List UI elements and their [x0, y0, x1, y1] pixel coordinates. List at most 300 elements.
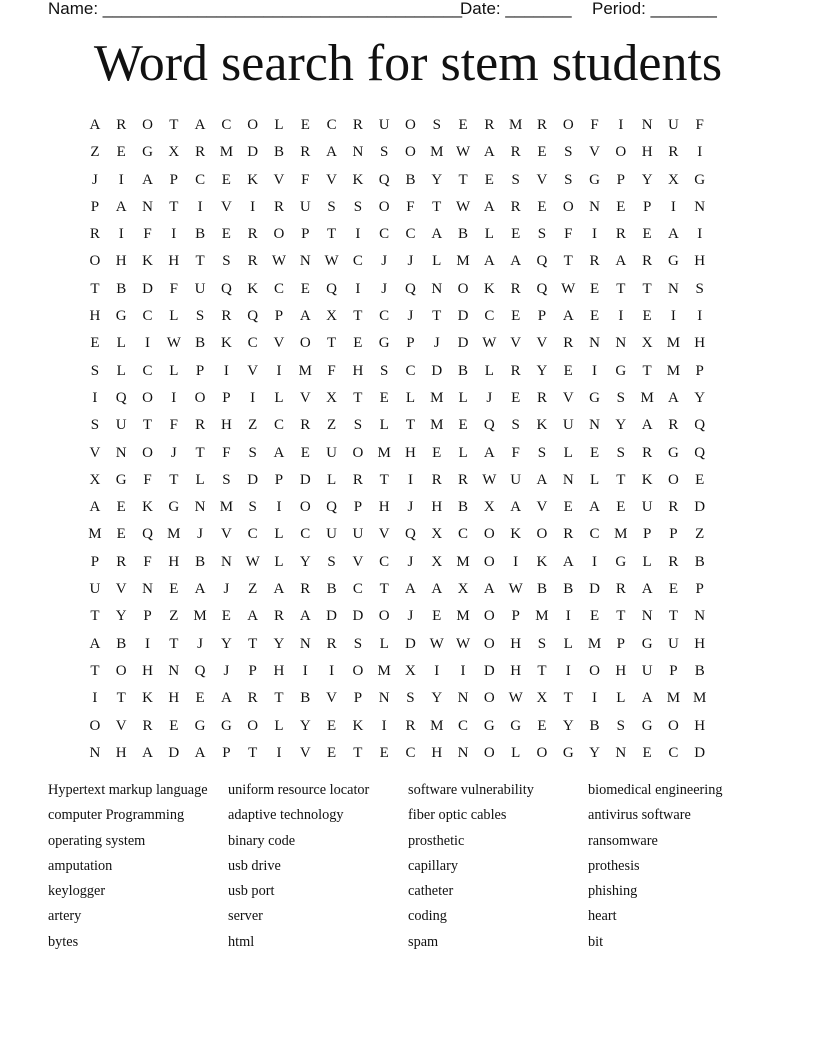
word-list-item: coding — [408, 908, 447, 925]
grid-letter: J — [223, 662, 230, 679]
grid-letter: R — [536, 389, 548, 406]
grid-letter: N — [142, 198, 154, 215]
grid-letter: P — [195, 362, 205, 379]
grid-letter: S — [353, 198, 363, 215]
grid-letter: Y — [273, 635, 285, 652]
grid-letter: M — [640, 389, 655, 406]
grid-letter: X — [483, 499, 496, 516]
word-list-item: fiber optic cables — [408, 807, 507, 824]
grid-letter: F — [327, 362, 337, 379]
grid-letter: G — [589, 171, 601, 188]
grid-letter: X — [457, 581, 469, 598]
grid-letter: J — [381, 280, 388, 297]
grid-row — [82, 549, 742, 576]
grid-letter: B — [563, 581, 574, 598]
grid-letter: E — [116, 144, 127, 161]
grid-letter: Q — [405, 280, 417, 297]
grid-row — [82, 521, 742, 548]
grid-letter: P — [143, 608, 153, 625]
grid-letter: I — [355, 280, 361, 297]
grid-letter: W — [455, 198, 471, 215]
grid-letter: R — [300, 144, 311, 161]
grid-letter: J — [407, 253, 414, 270]
grid-letter: N — [589, 335, 601, 352]
grid-letter: R — [510, 198, 522, 215]
grid-letter: I — [276, 499, 282, 516]
grid-letter: S — [564, 171, 573, 188]
word-list-item: software vulnerability — [408, 782, 534, 798]
grid-letter: D — [352, 608, 364, 625]
grid-letter: B — [458, 362, 469, 379]
period-field-label: Period: _______ — [592, 0, 717, 18]
grid-letter: I — [276, 362, 282, 379]
grid-letter: G — [641, 717, 654, 734]
grid-letter: R — [116, 553, 127, 570]
grid-letter: O — [615, 144, 627, 161]
grid-letter: W — [455, 144, 471, 161]
grid-letter: T — [563, 253, 574, 270]
grid-letter: N — [457, 690, 469, 707]
grid-letter: C — [300, 526, 311, 543]
grid-letter: C — [195, 171, 206, 188]
grid-letter: W — [166, 335, 182, 352]
grid-letter: L — [169, 362, 179, 379]
grid-letter: E — [537, 144, 548, 161]
grid-letter: T — [90, 280, 100, 297]
grid-letter: L — [274, 389, 285, 406]
grid-row — [82, 194, 742, 221]
grid-letter: E — [221, 171, 232, 188]
grid-letter: O — [299, 335, 312, 352]
grid-letter: I — [144, 635, 151, 652]
grid-letter: T — [248, 635, 258, 652]
grid-letter: K — [247, 171, 259, 188]
word-list-item: ransomware — [588, 832, 658, 849]
grid-row — [82, 740, 742, 767]
grid-letter: S — [353, 635, 363, 652]
grid-letter: V — [89, 444, 101, 461]
grid-letter: H — [168, 253, 180, 270]
grid-letter: O — [562, 117, 575, 133]
grid-letter: L — [563, 444, 574, 461]
grid-letter: Q — [326, 280, 338, 297]
grid-letter: O — [142, 389, 154, 406]
grid-letter: L — [274, 717, 285, 734]
grid-letter: H — [431, 499, 443, 516]
word-list-item: capillary — [408, 857, 459, 874]
grid-letter: L — [642, 553, 653, 570]
grid-row — [82, 330, 742, 357]
grid-letter: I — [118, 171, 125, 188]
grid-letter: H — [142, 662, 154, 679]
grid-letter: R — [615, 226, 627, 243]
grid-letter: L — [274, 526, 285, 543]
grid-letter: R — [668, 144, 679, 161]
grid-row — [82, 385, 742, 412]
grid-letter: P — [669, 662, 679, 679]
grid-letter: D — [483, 662, 496, 679]
grid-letter: T — [616, 471, 626, 488]
grid-letter: M — [456, 553, 471, 570]
grid-letter: R — [405, 717, 416, 734]
grid-letter: S — [537, 226, 547, 243]
grid-letter: T — [405, 417, 416, 434]
grid-letter: O — [299, 499, 312, 516]
grid-row — [82, 276, 742, 303]
grid-letter: G — [220, 717, 233, 734]
grid-letter: A — [589, 499, 601, 516]
grid-letter: A — [668, 226, 680, 243]
grid-letter: P — [169, 171, 179, 188]
grid-letter: A — [483, 581, 496, 598]
grid-letter: D — [168, 744, 180, 761]
grid-letter: I — [276, 744, 282, 761]
grid-letter: H — [694, 717, 706, 734]
grid-letter: A — [89, 117, 101, 133]
grid-letter: L — [405, 389, 416, 406]
grid-letter: L — [511, 744, 521, 761]
grid-letter: E — [511, 389, 521, 406]
grid-letter: P — [353, 690, 363, 707]
grid-letter: A — [247, 608, 259, 625]
grid-letter: E — [221, 226, 232, 243]
grid-letter: I — [250, 198, 256, 215]
grid-letter: A — [273, 581, 285, 598]
grid-letter: P — [406, 335, 416, 352]
grid-letter: A — [641, 690, 654, 707]
grid-letter: I — [381, 717, 388, 734]
word-list-item: phishing — [588, 883, 638, 900]
grid-letter: E — [116, 499, 127, 516]
grid-letter: Y — [299, 553, 312, 570]
grid-letter: G — [694, 171, 706, 188]
grid-letter: Y — [589, 744, 601, 761]
grid-letter: S — [511, 417, 521, 434]
grid-letter: H — [168, 553, 180, 570]
grid-letter: X — [326, 389, 338, 406]
grid-letter: Q — [405, 526, 417, 543]
grid-letter: B — [195, 226, 206, 243]
grid-letter: B — [694, 553, 706, 570]
grid-letter: X — [89, 471, 101, 488]
grid-letter: E — [642, 226, 653, 243]
grid-letter: W — [508, 581, 524, 598]
grid-letter: V — [299, 744, 312, 761]
grid-row — [82, 685, 742, 712]
grid-letter: K — [510, 526, 522, 543]
grid-letter: E — [695, 471, 705, 488]
grid-letter: B — [300, 690, 311, 707]
grid-letter: H — [89, 308, 101, 325]
grid-letter: W — [482, 471, 497, 488]
grid-letter: A — [562, 553, 575, 570]
grid-letter: P — [90, 553, 100, 570]
grid-letter: Q — [378, 171, 391, 188]
grid-letter: S — [327, 198, 337, 215]
grid-letter: T — [432, 308, 442, 325]
grid-letter: C — [379, 226, 390, 243]
grid-letter: E — [353, 335, 363, 352]
grid-letter: Q — [694, 444, 706, 461]
grid-letter: N — [694, 198, 706, 215]
grid-letter: A — [510, 499, 522, 516]
grid-letter: P — [616, 171, 626, 188]
word-list-item: spam — [408, 933, 439, 950]
grid-letter: G — [668, 444, 680, 461]
grid-letter: O — [142, 117, 154, 133]
grid-letter: D — [247, 144, 259, 161]
grid-letter: V — [536, 335, 548, 352]
grid-letter: C — [352, 581, 364, 598]
grid-letter: T — [668, 608, 679, 625]
grid-letter: V — [536, 171, 548, 188]
grid-letter: O — [483, 690, 496, 707]
grid-letter: C — [458, 717, 469, 734]
grid-letter: R — [352, 471, 364, 488]
grid-letter: E — [563, 499, 574, 516]
grid-letter: O — [194, 389, 206, 406]
grid-letter: E — [484, 171, 495, 188]
grid-letter: T — [169, 198, 179, 215]
grid-letter: I — [171, 226, 177, 243]
grid-letter: T — [616, 280, 626, 297]
grid-letter: P — [511, 608, 521, 625]
grid-letter: L — [116, 362, 127, 379]
grid-letter: S — [379, 362, 389, 379]
grid-letter: E — [326, 744, 337, 761]
grid-letter: H — [115, 744, 128, 761]
grid-letter: G — [115, 308, 128, 325]
grid-letter: E — [432, 608, 442, 625]
grid-letter: O — [536, 526, 548, 543]
grid-letter: I — [592, 553, 598, 570]
grid-letter: L — [169, 308, 179, 325]
grid-letter: L — [484, 362, 495, 379]
grid-letter: R — [668, 553, 679, 570]
grid-letter: C — [247, 526, 259, 543]
grid-letter: S — [248, 444, 258, 461]
grid-row — [82, 167, 742, 194]
grid-letter: R — [247, 253, 259, 270]
grid-letter: M — [508, 117, 523, 133]
grid-letter: F — [222, 444, 232, 461]
grid-letter: M — [219, 499, 234, 516]
grid-letter: I — [434, 662, 440, 679]
grid-letter: T — [379, 471, 390, 488]
grid-letter: E — [563, 362, 574, 379]
grid-letter: N — [562, 471, 575, 488]
grid-letter: V — [273, 335, 285, 352]
word-list-column — [228, 778, 408, 955]
grid-letter: Y — [431, 690, 443, 707]
grid-letter: I — [697, 144, 703, 161]
word-list-item: binary code — [228, 832, 296, 849]
grid-letter: Z — [695, 526, 705, 543]
grid-letter: J — [381, 253, 388, 270]
grid-letter: J — [407, 499, 414, 516]
grid-letter: I — [118, 226, 125, 243]
grid-letter: E — [300, 444, 311, 461]
word-list-item: html — [228, 933, 255, 950]
grid-letter: Q — [220, 280, 233, 297]
grid-letter: K — [352, 717, 364, 734]
grid-letter: E — [458, 417, 469, 434]
grid-letter: H — [510, 635, 522, 652]
grid-letter: H — [220, 417, 233, 434]
grid-letter: Z — [326, 417, 337, 434]
grid-letter: P — [274, 308, 284, 325]
grid-letter: F — [143, 553, 153, 570]
word-list-item: amputation — [48, 857, 113, 874]
grid-letter: J — [433, 335, 441, 352]
grid-letter: W — [324, 253, 340, 270]
grid-letter: O — [483, 744, 496, 761]
grid-row — [82, 658, 742, 685]
grid-letter: O — [483, 553, 496, 570]
grid-letter: I — [171, 389, 177, 406]
grid-letter: R — [668, 417, 679, 434]
grid-letter: M — [430, 717, 444, 734]
grid-letter: M — [193, 608, 208, 625]
grid-letter: O — [668, 471, 680, 488]
grid-letter: M — [219, 144, 234, 161]
grid-letter: M — [456, 608, 471, 625]
word-list-item: biomedical engineering — [588, 782, 723, 798]
grid-letter: P — [301, 226, 310, 243]
grid-letter: I — [355, 226, 361, 243]
grid-letter: N — [668, 280, 680, 297]
grid-letter: Y — [562, 717, 575, 734]
grid-letter: L — [616, 690, 626, 707]
grid-letter: S — [695, 280, 705, 297]
grid-letter: N — [694, 608, 706, 625]
grid-letter: A — [668, 389, 680, 406]
grid-letter: N — [115, 444, 128, 461]
grid-letter: Z — [248, 417, 258, 434]
grid-letter: G — [615, 362, 627, 379]
grid-letter: I — [697, 308, 703, 325]
grid-letter: U — [641, 499, 654, 516]
grid-letter: T — [116, 690, 127, 707]
grid-letter: X — [641, 335, 654, 352]
grid-letter: T — [616, 608, 626, 625]
grid-letter: S — [616, 717, 626, 734]
grid-letter: R — [352, 117, 364, 133]
grid-letter: H — [405, 444, 417, 461]
grid-letter: K — [142, 690, 154, 707]
grid-letter: W — [429, 635, 445, 652]
grid-letter: A — [562, 308, 575, 325]
grid-letter: O — [142, 444, 154, 461]
word-list-column — [588, 778, 768, 955]
grid-letter: E — [195, 690, 206, 707]
grid-letter: H — [694, 635, 706, 652]
grid-letter: M — [587, 635, 602, 652]
grid-letter: A — [615, 253, 627, 270]
grid-letter: M — [666, 335, 681, 352]
grid-letter: Y — [115, 608, 128, 625]
grid-letter: L — [589, 471, 600, 488]
grid-letter: T — [326, 226, 337, 243]
grid-letter: M — [666, 690, 681, 707]
grid-letter: R — [273, 608, 285, 625]
grid-letter: M — [430, 144, 444, 161]
grid-letter: O — [405, 144, 417, 161]
grid-letter: S — [616, 389, 626, 406]
grid-row — [82, 603, 742, 630]
grid-letter: X — [668, 171, 680, 188]
grid-letter: P — [90, 198, 100, 215]
grid-letter: F — [169, 280, 179, 297]
grid-letter: H — [352, 362, 364, 379]
grid-letter: V — [352, 553, 364, 570]
grid-letter: T — [169, 117, 179, 133]
word-list-item: operating system — [48, 832, 146, 849]
grid-letter: X — [168, 144, 180, 161]
grid-letter: L — [274, 117, 285, 133]
grid-letter: E — [458, 117, 469, 133]
grid-letter: I — [302, 662, 309, 679]
grid-letter: Y — [431, 171, 443, 188]
grid-letter: K — [641, 471, 654, 488]
grid-letter: Q — [326, 499, 338, 516]
grid-letter: I — [329, 662, 335, 679]
grid-letter: V — [378, 526, 391, 543]
grid-letter: N — [89, 744, 101, 761]
grid-letter: C — [458, 526, 469, 543]
grid-row — [82, 440, 742, 467]
grid-letter: R — [195, 417, 206, 434]
grid-letter: L — [379, 417, 390, 434]
grid-letter: T — [353, 744, 363, 761]
grid-letter: K — [536, 417, 548, 434]
grid-letter: F — [511, 444, 521, 461]
grid-letter: M — [430, 389, 444, 406]
grid-letter: A — [326, 144, 338, 161]
grid-letter: M — [430, 417, 444, 434]
grid-letter: E — [326, 717, 337, 734]
grid-letter: I — [592, 690, 598, 707]
grid-row — [82, 467, 742, 494]
grid-letter: O — [483, 635, 496, 652]
grid-letter: Y — [299, 717, 312, 734]
grid-letter: T — [326, 335, 337, 352]
grid-letter: I — [144, 335, 151, 352]
grid-letter: I — [92, 389, 98, 406]
grid-letter: Y — [615, 417, 627, 434]
word-list-item: usb drive — [228, 857, 281, 874]
word-list-item: antivirus software — [588, 807, 691, 824]
grid-letter: H — [115, 253, 128, 270]
grid-letter: D — [247, 471, 259, 488]
grid-letter: F — [564, 226, 573, 243]
name-field-label: Name: ______________________________________ — [48, 0, 463, 18]
grid-letter: R — [326, 635, 338, 652]
grid-letter: D — [326, 608, 338, 625]
grid-letter: T — [195, 444, 206, 461]
grid-letter: A — [483, 144, 496, 161]
grid-letter: W — [245, 553, 261, 570]
grid-letter: R — [642, 444, 653, 461]
grid-letter: E — [511, 308, 521, 325]
grid-letter: N — [615, 744, 627, 761]
grid-letter: X — [536, 690, 548, 707]
grid-letter: I — [565, 608, 572, 625]
word-list-item: adaptive technology — [228, 807, 344, 824]
grid-letter: S — [327, 553, 337, 570]
grid-letter: E — [616, 499, 626, 516]
grid-letter: T — [274, 690, 285, 707]
